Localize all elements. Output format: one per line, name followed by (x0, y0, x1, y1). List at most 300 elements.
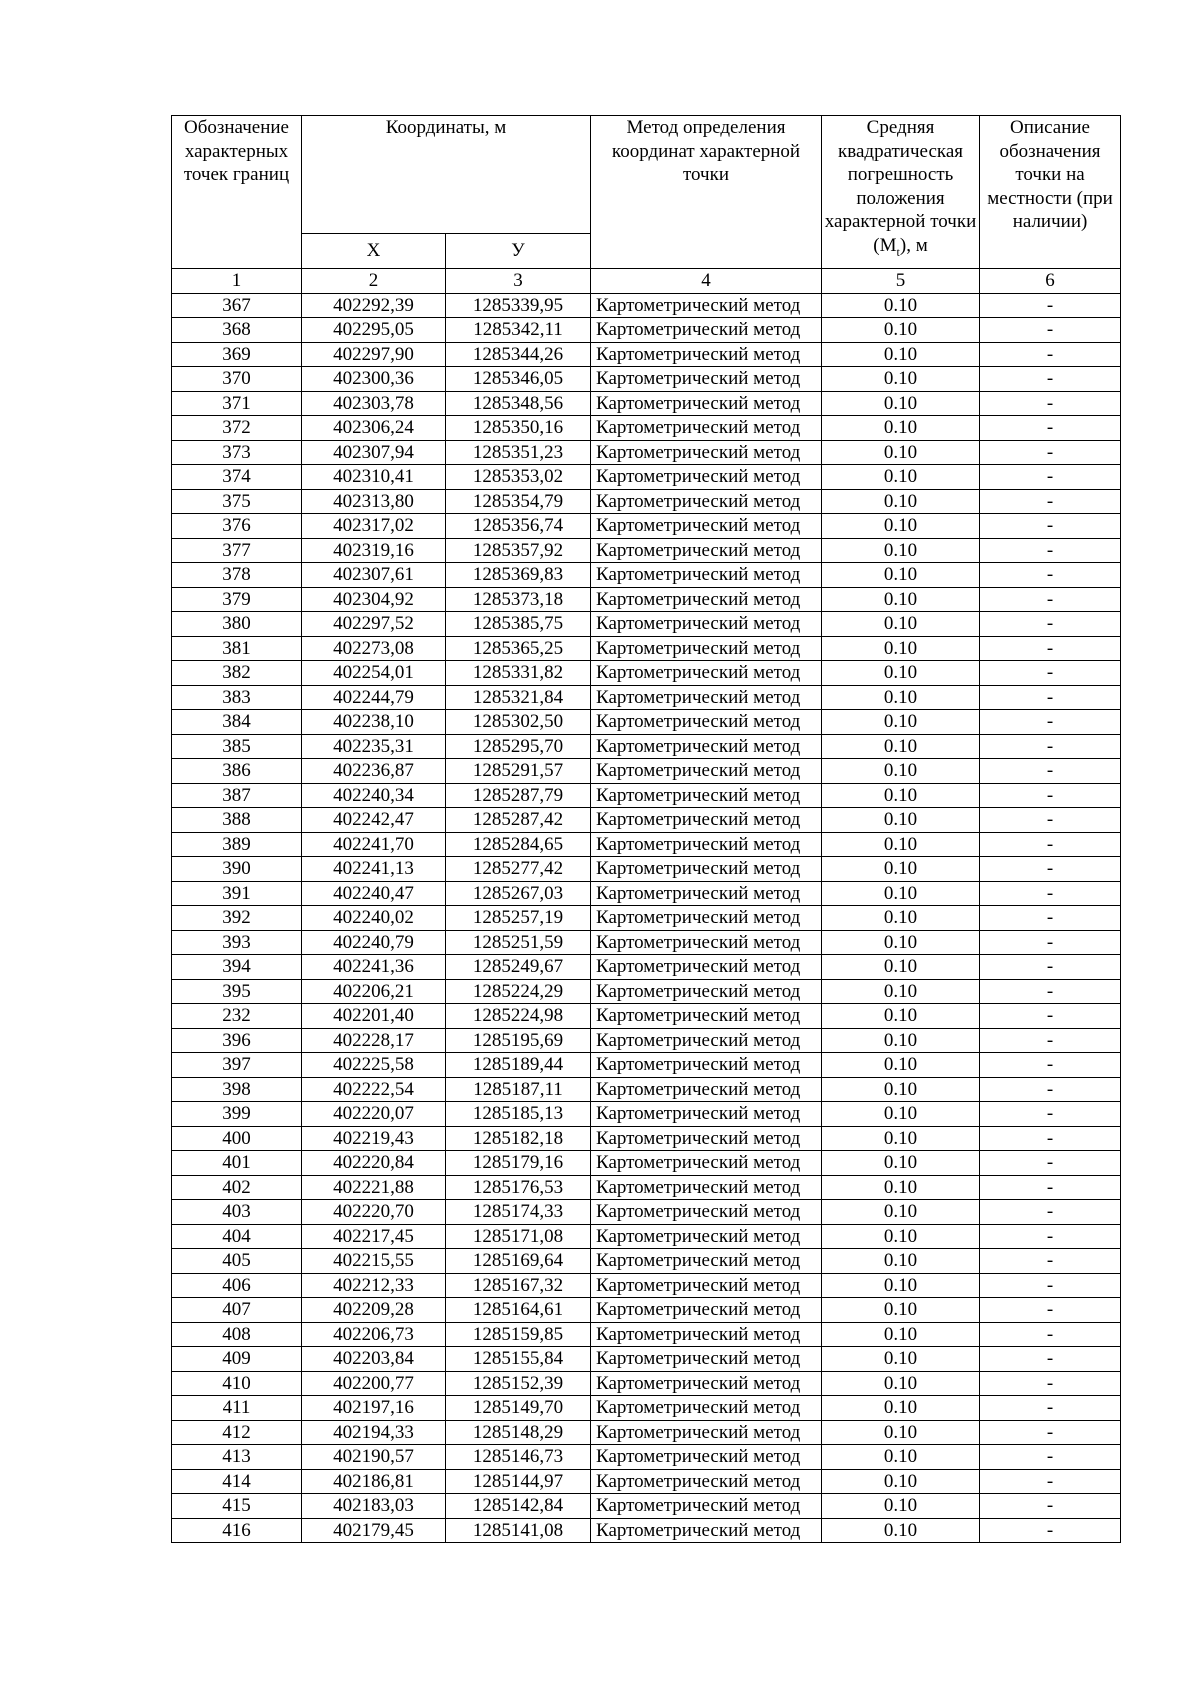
cell-y: 1285287,42 (446, 808, 591, 833)
cell-description: - (980, 1028, 1121, 1053)
cell-method: Картометрический метод (591, 881, 822, 906)
cell-point: 410 (172, 1371, 302, 1396)
cell-error: 0.10 (822, 832, 980, 857)
table-header (172, 116, 1121, 294)
cell-y: 1285185,13 (446, 1102, 591, 1127)
table-row (172, 293, 1121, 318)
cell-description: - (980, 1445, 1121, 1470)
cell-description: - (980, 538, 1121, 563)
cell-description: - (980, 1224, 1121, 1249)
cell-x: 402190,57 (302, 1445, 446, 1470)
cell-point: 368 (172, 318, 302, 343)
cell-point: 375 (172, 489, 302, 514)
cell-point: 379 (172, 587, 302, 612)
table-row (172, 342, 1121, 367)
cell-point: 373 (172, 440, 302, 465)
cell-method: Картометрический метод (591, 1053, 822, 1078)
cell-y: 1285141,08 (446, 1518, 591, 1543)
cell-x: 402183,03 (302, 1494, 446, 1519)
cell-description: - (980, 1298, 1121, 1323)
cell-point: 415 (172, 1494, 302, 1519)
cell-error: 0.10 (822, 367, 980, 392)
cell-error: 0.10 (822, 563, 980, 588)
table-row (172, 1445, 1121, 1470)
cell-method: Картометрический метод (591, 342, 822, 367)
cell-x: 402220,70 (302, 1200, 446, 1225)
cell-description: - (980, 661, 1121, 686)
cell-error: 0.10 (822, 808, 980, 833)
table-row (172, 489, 1121, 514)
cell-description: - (980, 612, 1121, 637)
cell-error: 0.10 (822, 1445, 980, 1470)
cell-y: 1285155,84 (446, 1347, 591, 1372)
cell-description: - (980, 1126, 1121, 1151)
cell-method: Картометрический метод (591, 1518, 822, 1543)
cell-point: 404 (172, 1224, 302, 1249)
cell-description: - (980, 514, 1121, 539)
cell-error: 0.10 (822, 955, 980, 980)
cell-point: 414 (172, 1469, 302, 1494)
cell-y: 1285176,53 (446, 1175, 591, 1200)
table-row (172, 1175, 1121, 1200)
cell-description: - (980, 1175, 1121, 1200)
cell-x: 402242,47 (302, 808, 446, 833)
cell-error: 0.10 (822, 538, 980, 563)
cell-error: 0.10 (822, 906, 980, 931)
table-row (172, 465, 1121, 490)
table-row (172, 955, 1121, 980)
table-row (172, 440, 1121, 465)
cell-y: 1285167,32 (446, 1273, 591, 1298)
cell-error: 0.10 (822, 489, 980, 514)
cell-x: 402240,02 (302, 906, 446, 931)
cell-method: Картометрический метод (591, 979, 822, 1004)
table-row (172, 808, 1121, 833)
cell-error: 0.10 (822, 612, 980, 637)
cell-error: 0.10 (822, 661, 980, 686)
table-row (172, 1151, 1121, 1176)
cell-method: Картометрический метод (591, 318, 822, 343)
cell-method: Картометрический метод (591, 1224, 822, 1249)
cell-y: 1285174,33 (446, 1200, 591, 1225)
cell-point: 405 (172, 1249, 302, 1274)
cell-y: 1285351,23 (446, 440, 591, 465)
header-description: Описание обозначения точки на местности (при наличии) (980, 116, 1121, 269)
cell-method: Картометрический метод (591, 1126, 822, 1151)
cell-y: 1285152,39 (446, 1371, 591, 1396)
cell-x: 402303,78 (302, 391, 446, 416)
cell-description: - (980, 832, 1121, 857)
cell-y: 1285331,82 (446, 661, 591, 686)
cell-description: - (980, 955, 1121, 980)
table-row (172, 1420, 1121, 1445)
cell-y: 1285159,85 (446, 1322, 591, 1347)
cell-y: 1285353,02 (446, 465, 591, 490)
cell-x: 402215,55 (302, 1249, 446, 1274)
cell-y: 1285169,64 (446, 1249, 591, 1274)
table-row (172, 1102, 1121, 1127)
cell-point: 385 (172, 734, 302, 759)
cell-error: 0.10 (822, 1518, 980, 1543)
table-row (172, 367, 1121, 392)
table-row (172, 1249, 1121, 1274)
cell-method: Картометрический метод (591, 1200, 822, 1225)
cell-x: 402186,81 (302, 1469, 446, 1494)
table-row (172, 1028, 1121, 1053)
cell-x: 402228,17 (302, 1028, 446, 1053)
cell-x: 402220,07 (302, 1102, 446, 1127)
cell-x: 402241,13 (302, 857, 446, 882)
table-row (172, 563, 1121, 588)
cell-point: 390 (172, 857, 302, 882)
cell-method: Картометрический метод (591, 930, 822, 955)
column-number: 1 (172, 269, 302, 294)
cell-x: 402203,84 (302, 1347, 446, 1372)
cell-description: - (980, 685, 1121, 710)
cell-point: 400 (172, 1126, 302, 1151)
cell-error: 0.10 (822, 1298, 980, 1323)
cell-y: 1285179,16 (446, 1151, 591, 1176)
table-row (172, 1224, 1121, 1249)
cell-error: 0.10 (822, 1151, 980, 1176)
cell-method: Картометрический метод (591, 857, 822, 882)
cell-description: - (980, 318, 1121, 343)
cell-description: - (980, 881, 1121, 906)
cell-x: 402212,33 (302, 1273, 446, 1298)
cell-y: 1285142,84 (446, 1494, 591, 1519)
cell-x: 402206,21 (302, 979, 446, 1004)
cell-point: 409 (172, 1347, 302, 1372)
header-row (172, 116, 1121, 234)
cell-y: 1285144,97 (446, 1469, 591, 1494)
cell-x: 402225,58 (302, 1053, 446, 1078)
cell-point: 412 (172, 1420, 302, 1445)
cell-description: - (980, 1200, 1121, 1225)
cell-error: 0.10 (822, 1396, 980, 1421)
cell-y: 1285149,70 (446, 1396, 591, 1421)
cell-point: 371 (172, 391, 302, 416)
cell-error: 0.10 (822, 783, 980, 808)
cell-y: 1285251,59 (446, 930, 591, 955)
header-point: Обозначение характерных точек границ (172, 116, 302, 269)
cell-y: 1285302,50 (446, 710, 591, 735)
cell-error: 0.10 (822, 881, 980, 906)
cell-error: 0.10 (822, 1469, 980, 1494)
cell-method: Картометрический метод (591, 1273, 822, 1298)
table-row (172, 685, 1121, 710)
header-error-suffix: ), м (899, 234, 928, 256)
cell-method: Картометрический метод (591, 1102, 822, 1127)
cell-error: 0.10 (822, 1494, 980, 1519)
cell-description: - (980, 465, 1121, 490)
table-row (172, 1273, 1121, 1298)
cell-y: 1285148,29 (446, 1420, 591, 1445)
table-row (172, 710, 1121, 735)
cell-x: 402254,01 (302, 661, 446, 686)
cell-error: 0.10 (822, 1420, 980, 1445)
cell-description: - (980, 1249, 1121, 1274)
cell-y: 1285164,61 (446, 1298, 591, 1323)
table-row (172, 391, 1121, 416)
cell-description: - (980, 1004, 1121, 1029)
cell-description: - (980, 563, 1121, 588)
cell-point: 380 (172, 612, 302, 637)
cell-method: Картометрический метод (591, 367, 822, 392)
cell-description: - (980, 367, 1121, 392)
cell-method: Картометрический метод (591, 538, 822, 563)
cell-error: 0.10 (822, 1371, 980, 1396)
cell-method: Картометрический метод (591, 489, 822, 514)
cell-point: 372 (172, 416, 302, 441)
cell-point: 232 (172, 1004, 302, 1029)
table-row (172, 538, 1121, 563)
cell-error: 0.10 (822, 1273, 980, 1298)
cell-method: Картометрический метод (591, 661, 822, 686)
table-row (172, 1396, 1121, 1421)
cell-point: 393 (172, 930, 302, 955)
cell-y: 1285171,08 (446, 1224, 591, 1249)
cell-description: - (980, 1322, 1121, 1347)
cell-y: 1285321,84 (446, 685, 591, 710)
table-row (172, 1322, 1121, 1347)
cell-y: 1285344,26 (446, 342, 591, 367)
cell-point: 395 (172, 979, 302, 1004)
cell-x: 402241,36 (302, 955, 446, 980)
cell-description: - (980, 293, 1121, 318)
cell-description: - (980, 710, 1121, 735)
cell-error: 0.10 (822, 685, 980, 710)
table-row (172, 1077, 1121, 1102)
cell-y: 1285350,16 (446, 416, 591, 441)
cell-description: - (980, 489, 1121, 514)
table-row (172, 587, 1121, 612)
table-row (172, 832, 1121, 857)
cell-y: 1285249,67 (446, 955, 591, 980)
cell-method: Картометрический метод (591, 1077, 822, 1102)
cell-y: 1285369,83 (446, 563, 591, 588)
cell-x: 402236,87 (302, 759, 446, 784)
cell-x: 402219,43 (302, 1126, 446, 1151)
table-row (172, 1494, 1121, 1519)
table-row (172, 930, 1121, 955)
table-row (172, 881, 1121, 906)
cell-method: Картометрический метод (591, 440, 822, 465)
cell-method: Картометрический метод (591, 759, 822, 784)
cell-x: 402310,41 (302, 465, 446, 490)
cell-x: 402317,02 (302, 514, 446, 539)
cell-x: 402194,33 (302, 1420, 446, 1445)
cell-x: 402221,88 (302, 1175, 446, 1200)
header-coords: Координаты, м (302, 116, 591, 234)
cell-method: Картометрический метод (591, 1396, 822, 1421)
table-row (172, 906, 1121, 931)
cell-description: - (980, 342, 1121, 367)
cell-y: 1285339,95 (446, 293, 591, 318)
cell-error: 0.10 (822, 979, 980, 1004)
cell-point: 376 (172, 514, 302, 539)
cell-method: Картометрический метод (591, 1028, 822, 1053)
cell-point: 402 (172, 1175, 302, 1200)
table-row (172, 1518, 1121, 1543)
cell-error: 0.10 (822, 514, 980, 539)
cell-point: 401 (172, 1151, 302, 1176)
cell-point: 396 (172, 1028, 302, 1053)
cell-point: 384 (172, 710, 302, 735)
cell-x: 402206,73 (302, 1322, 446, 1347)
cell-x: 402313,80 (302, 489, 446, 514)
cell-method: Картометрический метод (591, 783, 822, 808)
cell-description: - (980, 1077, 1121, 1102)
header-error-sub: t (896, 244, 900, 259)
cell-error: 0.10 (822, 342, 980, 367)
header-y: У (446, 234, 591, 269)
cell-error: 0.10 (822, 1347, 980, 1372)
cell-error: 0.10 (822, 1028, 980, 1053)
cell-error: 0.10 (822, 734, 980, 759)
cell-error: 0.10 (822, 1004, 980, 1029)
cell-method: Картометрический метод (591, 1371, 822, 1396)
cell-error: 0.10 (822, 465, 980, 490)
cell-y: 1285356,74 (446, 514, 591, 539)
cell-description: - (980, 416, 1121, 441)
cell-point: 407 (172, 1298, 302, 1323)
cell-description: - (980, 734, 1121, 759)
column-number: 2 (302, 269, 446, 294)
cell-method: Картометрический метод (591, 612, 822, 637)
cell-point: 382 (172, 661, 302, 686)
cell-error: 0.10 (822, 1077, 980, 1102)
cell-method: Картометрический метод (591, 955, 822, 980)
cell-method: Картометрический метод (591, 1322, 822, 1347)
column-number-row (172, 269, 1121, 294)
cell-point: 389 (172, 832, 302, 857)
cell-point: 387 (172, 783, 302, 808)
cell-description: - (980, 906, 1121, 931)
table-row (172, 1371, 1121, 1396)
cell-x: 402240,79 (302, 930, 446, 955)
cell-point: 413 (172, 1445, 302, 1470)
cell-method: Картометрический метод (591, 1004, 822, 1029)
cell-y: 1285346,05 (446, 367, 591, 392)
cell-method: Картометрический метод (591, 465, 822, 490)
cell-error: 0.10 (822, 1200, 980, 1225)
cell-point: 367 (172, 293, 302, 318)
cell-description: - (980, 1371, 1121, 1396)
cell-description: - (980, 1396, 1121, 1421)
cell-error: 0.10 (822, 587, 980, 612)
cell-description: - (980, 1273, 1121, 1298)
cell-description: - (980, 440, 1121, 465)
cell-point: 411 (172, 1396, 302, 1421)
cell-description: - (980, 1469, 1121, 1494)
cell-x: 402304,92 (302, 587, 446, 612)
cell-y: 1285146,73 (446, 1445, 591, 1470)
cell-x: 402300,36 (302, 367, 446, 392)
cell-error: 0.10 (822, 930, 980, 955)
cell-point: 369 (172, 342, 302, 367)
cell-point: 386 (172, 759, 302, 784)
cell-y: 1285187,11 (446, 1077, 591, 1102)
cell-method: Картометрический метод (591, 1445, 822, 1470)
cell-x: 402241,70 (302, 832, 446, 857)
cell-error: 0.10 (822, 857, 980, 882)
cell-x: 402292,39 (302, 293, 446, 318)
header-error (822, 116, 980, 269)
cell-x: 402273,08 (302, 636, 446, 661)
cell-error: 0.10 (822, 636, 980, 661)
cell-method: Картометрический метод (591, 1469, 822, 1494)
cell-y: 1285373,18 (446, 587, 591, 612)
cell-method: Картометрический метод (591, 514, 822, 539)
cell-x: 402297,52 (302, 612, 446, 637)
cell-description: - (980, 1420, 1121, 1445)
cell-error: 0.10 (822, 1224, 980, 1249)
table-row (172, 759, 1121, 784)
column-number: 4 (591, 269, 822, 294)
cell-x: 402297,90 (302, 342, 446, 367)
cell-point: 388 (172, 808, 302, 833)
cell-point: 397 (172, 1053, 302, 1078)
cell-y: 1285195,69 (446, 1028, 591, 1053)
cell-y: 1285342,11 (446, 318, 591, 343)
cell-error: 0.10 (822, 1249, 980, 1274)
cell-x: 402307,61 (302, 563, 446, 588)
cell-description: - (980, 930, 1121, 955)
cell-description: - (980, 1518, 1121, 1543)
table-row (172, 1126, 1121, 1151)
cell-x: 402238,10 (302, 710, 446, 735)
cell-x: 402201,40 (302, 1004, 446, 1029)
cell-x: 402240,47 (302, 881, 446, 906)
cell-x: 402240,34 (302, 783, 446, 808)
cell-point: 406 (172, 1273, 302, 1298)
cell-point: 374 (172, 465, 302, 490)
cell-y: 1285267,03 (446, 881, 591, 906)
cell-method: Картометрический метод (591, 906, 822, 931)
cell-y: 1285257,19 (446, 906, 591, 931)
coordinates-table (171, 115, 1121, 1543)
cell-error: 0.10 (822, 1102, 980, 1127)
cell-description: - (980, 636, 1121, 661)
table-row (172, 318, 1121, 343)
cell-point: 383 (172, 685, 302, 710)
cell-error: 0.10 (822, 1322, 980, 1347)
table-row (172, 636, 1121, 661)
cell-error: 0.10 (822, 318, 980, 343)
column-number: 5 (822, 269, 980, 294)
table-row (172, 857, 1121, 882)
cell-x: 402244,79 (302, 685, 446, 710)
cell-x: 402306,24 (302, 416, 446, 441)
cell-point: 370 (172, 367, 302, 392)
cell-y: 1285224,29 (446, 979, 591, 1004)
cell-method: Картометрический метод (591, 1347, 822, 1372)
cell-y: 1285182,18 (446, 1126, 591, 1151)
cell-method: Картометрический метод (591, 808, 822, 833)
cell-point: 416 (172, 1518, 302, 1543)
cell-y: 1285295,70 (446, 734, 591, 759)
cell-y: 1285354,79 (446, 489, 591, 514)
cell-point: 394 (172, 955, 302, 980)
table-row (172, 661, 1121, 686)
cell-error: 0.10 (822, 416, 980, 441)
cell-error: 0.10 (822, 710, 980, 735)
cell-method: Картометрический метод (591, 1249, 822, 1274)
cell-description: - (980, 759, 1121, 784)
cell-x: 402307,94 (302, 440, 446, 465)
table-row (172, 1347, 1121, 1372)
table-row (172, 979, 1121, 1004)
